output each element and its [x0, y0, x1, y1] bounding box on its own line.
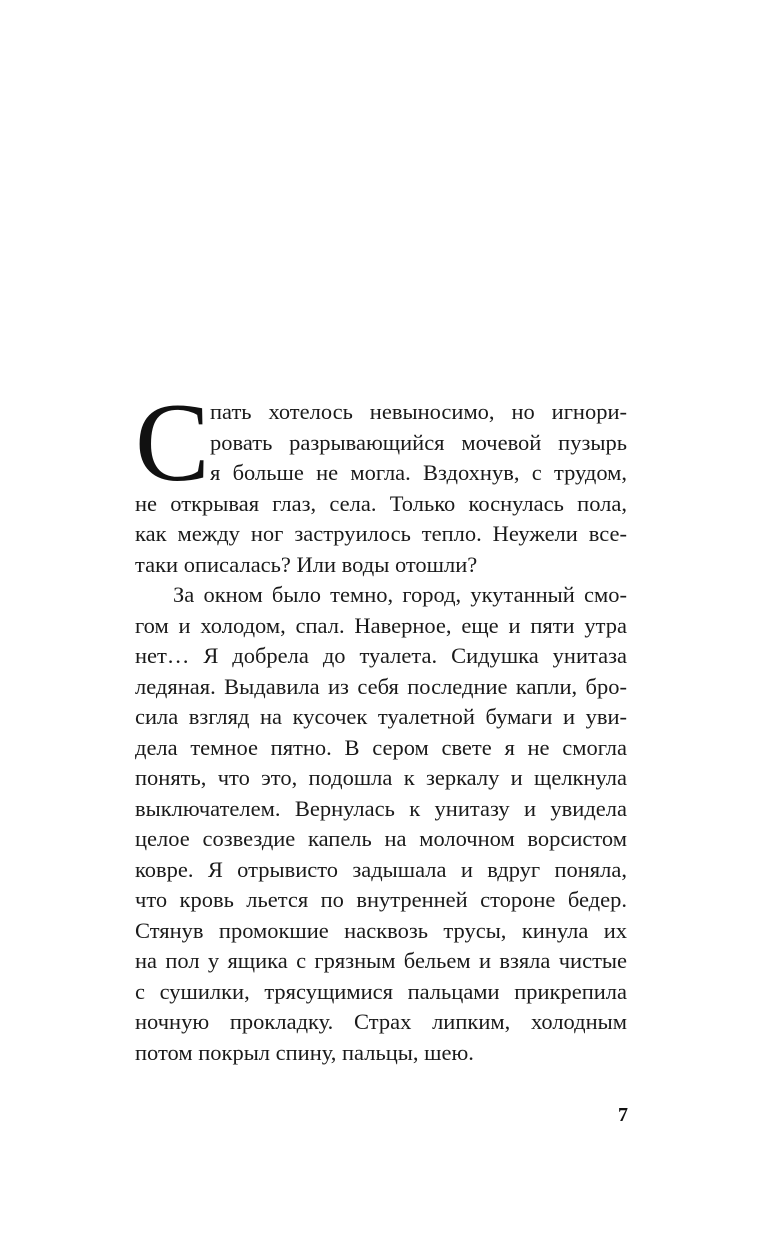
- text-line: гом и холодом, спал. Наверное, еще и пяти утра: [135, 612, 627, 638]
- text-line: пать хотелось невыносимо, но игнори-: [210, 399, 627, 424]
- text-line: я больше не могла. Вздохнув, с трудом,: [210, 460, 627, 485]
- paragraph-2: [135, 580, 627, 1068]
- text-line: выключателем. Вернулась к унитазу и увидела: [135, 795, 627, 821]
- text-line: ледяная. Выдавила из себя последние капли, бро-: [135, 673, 627, 699]
- text-line: дела темное пятно. В сером свете я не смогла: [135, 734, 627, 760]
- text-line: потом покрыл спину, пальцы, шею.: [135, 1039, 474, 1065]
- text-line: сила взгляд на кусочек туалетной бумаги и уви-: [135, 704, 627, 729]
- text-line: таки описалась? Или воды отошли?: [135, 551, 478, 577]
- text-line: Стянув промокшие насквозь трусы, кинула их: [135, 917, 627, 943]
- text-line: как между ног заструилось тепло. Неужели все-: [135, 521, 627, 546]
- text-line: нет… Я добрела до туалета. Сидушка унитаза: [135, 643, 627, 668]
- text-line: ночную прокладку. Страх липким, холодным: [135, 1009, 627, 1034]
- drop-cap: С: [135, 381, 210, 505]
- text-line: не открывая глаз, села. Только коснулась пола,: [135, 490, 627, 516]
- body-text: [135, 381, 627, 1068]
- text-line: что кровь льется по внутренней стороне бедер.: [135, 887, 627, 912]
- text-line: ровать разрывающийся мочевой пузырь: [210, 429, 627, 455]
- text-line: ковре. Я отрывисто задышала и вдруг поняла,: [135, 856, 627, 882]
- text-line: За окном было темно, город, укутанный смо-: [173, 582, 627, 607]
- page-number: 7: [618, 1104, 628, 1126]
- text-line: с сушилки, трясущимися пальцами прикрепила: [135, 978, 627, 1004]
- text-line: целое созвездие капель на молочном ворсистом: [135, 826, 627, 851]
- text-line: понять, что это, подошла к зеркалу и щелкнула: [135, 765, 627, 790]
- text-line: на пол у ящика с грязным бельем и взяла чистые: [135, 948, 627, 973]
